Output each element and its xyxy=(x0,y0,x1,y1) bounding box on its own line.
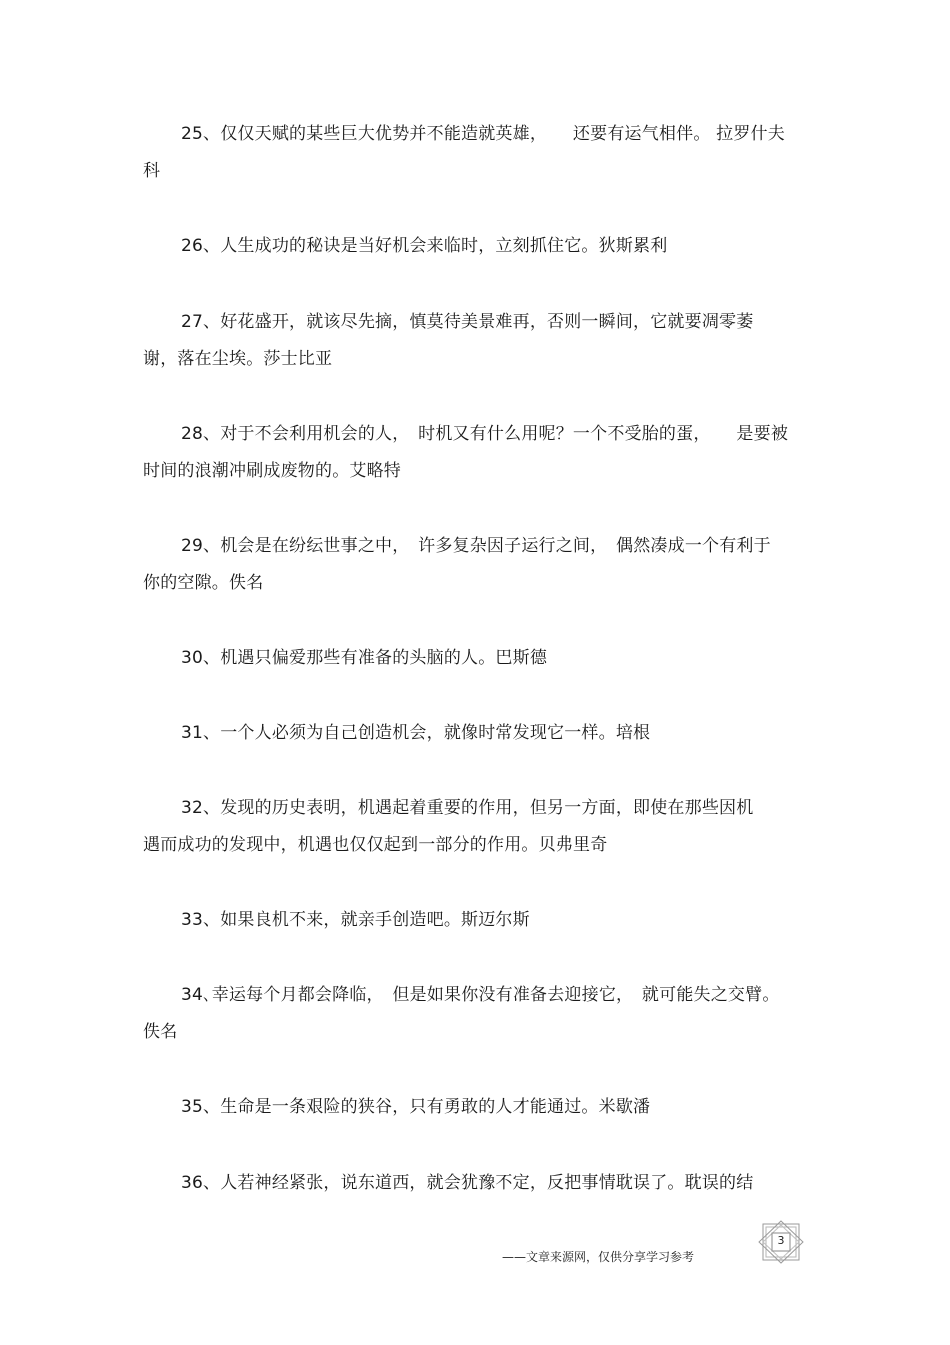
paragraph-line: 你的空隙。佚名 xyxy=(143,573,264,593)
page-number-badge xyxy=(757,1220,805,1264)
quote-paragraph-32 xyxy=(143,790,807,864)
paragraph-line: 31、一个人必须为自己创造机会，就像时常发现它一样。培根 xyxy=(181,723,651,743)
paragraph-line: 26、人生成功的秘诀是当好机会来临时，立刻抓住它。狄斯累利 xyxy=(181,236,668,256)
quote-paragraph-26 xyxy=(143,228,807,265)
quote-paragraph-25 xyxy=(143,116,807,190)
paragraph-line: 27、好花盛开，就该尽先摘，慎莫待美景难再，否则一瞬间，它就要凋零萎 xyxy=(181,312,754,332)
page-number: 3 xyxy=(777,1234,785,1247)
footer-source-note: ——文章来源网，仅供分享学习参考 xyxy=(502,1250,695,1264)
quote-paragraph-27 xyxy=(143,304,807,378)
quote-paragraph-35 xyxy=(143,1089,807,1126)
quote-paragraph-34 xyxy=(143,977,807,1051)
paragraph-line: 33、如果良机不来，就亲手创造吧。斯迈尔斯 xyxy=(181,910,530,930)
paragraph-line: 时间的浪潮冲刷成废物的。艾略特 xyxy=(143,461,401,481)
paragraph-line: 36、人若神经紧张，说东道西，就会犹豫不定，反把事情耽误了。耽误的结 xyxy=(181,1173,754,1193)
paragraph-line: 遇而成功的发现中，机遇也仅仅起到一部分的作用。贝弗里奇 xyxy=(143,835,608,855)
quote-paragraph-29 xyxy=(143,528,807,602)
quote-paragraph-28 xyxy=(143,416,807,490)
paragraph-line: 30、机遇只偏爱那些有准备的头脑的人。巴斯德 xyxy=(181,648,548,668)
paragraph-line: 25、仅仅天赋的某些巨大优势并不能造就英雄， 还要有运气相伴。 拉罗什夫 xyxy=(181,124,785,144)
paragraph-line: 佚名 xyxy=(143,1022,178,1042)
quote-paragraph-33 xyxy=(143,902,807,939)
paragraph-line: 28、对于不会利用机会的人， 时机又有什么用呢？一个不受胎的蛋， 是要被 xyxy=(181,424,789,444)
paragraph-line: 34､幸运每个月都会降临， 但是如果你没有准备去迎接它， 就可能失之交臂。 xyxy=(181,985,780,1005)
paragraph-line: 谢，落在尘埃。莎士比亚 xyxy=(143,349,333,369)
paragraph-line: 科 xyxy=(143,161,161,181)
quote-paragraph-30 xyxy=(143,640,807,677)
paragraph-line: 32、发现的历史表明，机遇起着重要的作用，但另一方面，即使在那些因机 xyxy=(181,798,754,818)
paragraph-line: 35、生命是一条艰险的狭谷，只有勇敢的人才能通过。米歇潘 xyxy=(181,1097,651,1117)
quote-paragraph-36 xyxy=(143,1165,807,1202)
paragraph-line: 29、机会是在纷纭世事之中， 许多复杂因子运行之间， 偶然凑成一个有利于 xyxy=(181,536,771,556)
quote-paragraph-31 xyxy=(143,715,807,752)
